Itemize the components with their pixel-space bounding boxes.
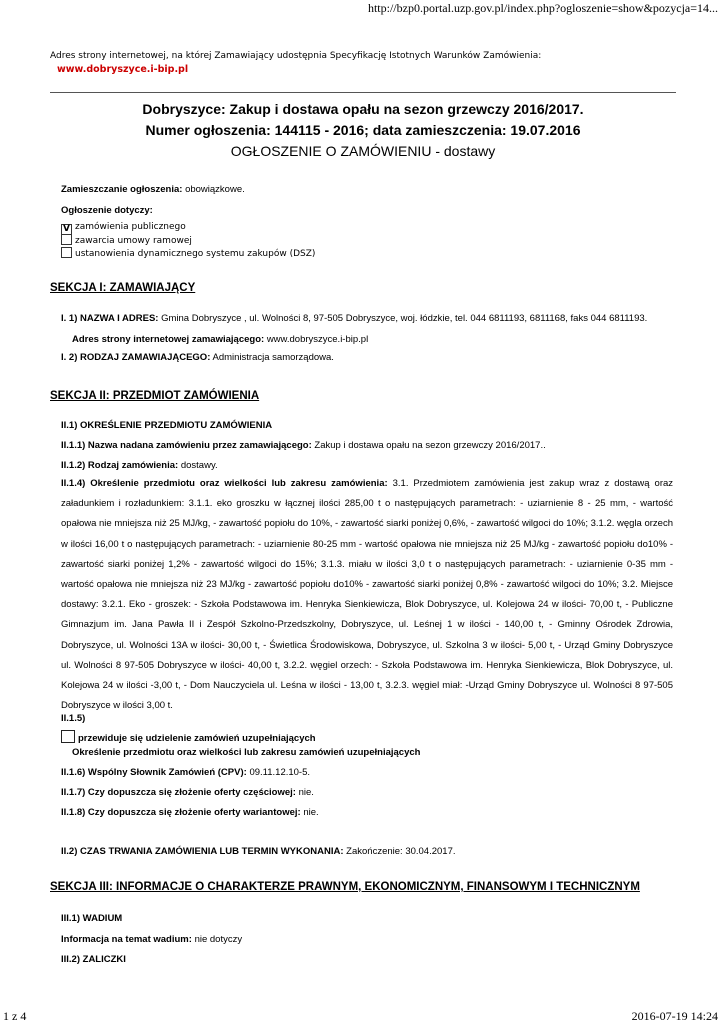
notice-number: Numer ogłoszenia: 144115 - 2016; data zamieszczenia: 19.07.2016 [145, 122, 581, 138]
section-1-name-row [61, 313, 647, 325]
ii17-row [61, 787, 314, 799]
concerns-label: Ogłoszenie dotyczy: [61, 205, 153, 216]
ii14-label: II.1.4) Określenie przedmiotu oraz wielkości lub zakresu zamówienia: [61, 478, 388, 489]
ii12-row [61, 460, 218, 472]
web-value: www.dobryszyce.i-bip.pl [266, 334, 369, 345]
checkbox [61, 247, 72, 258]
ii15-option [61, 730, 316, 745]
page-counter: 1 z 4 [3, 1009, 27, 1023]
siwz-address-label: Adres strony internetowej, na której Zamawiający udostępnia Specyfikację Istotnych Warunków Zamówienia: [50, 51, 542, 61]
ii15-option-label: przewiduje się udzielenie zamówień uzupełniających [78, 733, 316, 744]
option-dsz [61, 247, 315, 259]
wadium-value: nie dotyczy [194, 934, 243, 945]
ii16-label: II.1.6) Wspólny Słownik Zamówień (CPV): [61, 767, 247, 778]
ii17-value: nie. [298, 787, 314, 798]
iii1-heading: III.1) WADIUM [61, 913, 123, 924]
section-1-heading: SEKCJA I: ZAMAWIAJĄCY [50, 282, 196, 294]
checkbox [61, 234, 72, 245]
checkbox: V [61, 224, 72, 235]
ii18-row [61, 807, 319, 819]
checkbox [61, 730, 75, 743]
ii15-description: Określenie przedmiotu oraz wielkości lub zakresu zamówień uzupełniających [72, 747, 421, 758]
section-1-type-row [61, 352, 334, 364]
ii14-paragraph [61, 474, 673, 716]
siwz-address-link[interactable]: www.dobryszyce.i-bip.pl [57, 64, 189, 75]
print-timestamp: 2016-07-19 14:24 [631, 1009, 718, 1023]
option-label: zawarcia umowy ramowej [75, 236, 192, 246]
ii2-label: II.2) CZAS TRWANIA ZAMÓWIENIA LUB TERMIN WYKONANIA: [61, 846, 344, 857]
ii12-value: dostawy. [180, 460, 218, 471]
wadium-row [61, 934, 242, 946]
type-label: I. 2) RODZAJ ZAMAWIAJĄCEGO: [61, 352, 211, 363]
posting-row [61, 184, 245, 196]
section-2-heading: SEKCJA II: PRZEDMIOT ZAMÓWIENIA [50, 390, 260, 402]
option-label: zamówienia publicznego [75, 222, 186, 232]
web-label: Adres strony internetowej zamawiającego: [72, 334, 265, 345]
iii2-heading: III.2) ZALICZKI [61, 954, 126, 965]
ii16-row [61, 767, 310, 779]
name-label: I. 1) NAZWA I ADRES: [61, 313, 159, 324]
ii12-label: II.1.2) Rodzaj zamówienia: [61, 460, 179, 471]
ii11-label: II.1.1) Nazwa nadana zamówieniu przez zamawiającego: [61, 440, 312, 451]
section-3-heading: SEKCJA III: INFORMACJE O CHARAKTERZE PRAWNYM, EKONOMICZNYM, FINANSOWYM I TECHNICZNYM [50, 881, 640, 893]
ii16-value: 09.11.12.10-5. [249, 767, 311, 778]
notice-type: OGŁOSZENIE O ZAMÓWIENIU - dostawy [230, 143, 496, 159]
ii17-label: II.1.7) Czy dopuszcza się złożenie oferty częściowej: [61, 787, 296, 798]
page-url: http://bzp0.portal.uzp.gov.pl/index.php?ogloszenie=show&pozycja=14... [367, 1, 718, 15]
ii14-value: 3.1. Przedmiotem zamówienia jest zakup wraz z dostawą oraz załadunkiem i rozładunkiem: 3.1.1. eko groszku w łącznej ilości 285,00 t o następujących parametrach: - uziarnienie 8 - 25 mm, - wartość opałowa nie mniejsza niż 25 MJ/kg, - zawartość popiołu do 10%, - zawartość siarki poniżej 0,6%, - zawartość wilgoci do 10%; 3.1.2. węgla orzech w ilości 16,00 t o następujących parametrach: - uziarnienie 80-25 mm - wartość opałowa nie mniejsza niż 25 MJ/kg - zawartość popiołu do10% - zawartość siarki poniżej 1,2% - zawartość wilgoci do 15%; 3.1.3. miału w ilości 3,0 t o następujących parametrach: - uziarnienie 0-35 mm - wartość opałowa nie mniejsza niż 23 MJ/kg - zawartość popiołu do10% - zawartość siarki poniżej 0,8% - zawartość wilgoci do 10%; 3.2. Miejsce dostawy: 3.2.1. Eko - groszek: - Szkoła Podstawowa im. Henryka Sienkiewicza, Blok Dobryszyce, ul. Kolejowa 24 w ilości- 70,00 t, - Publiczne Gimnazjum im. Jana Pawła II i Zespół Szkolno-Przedszkolny, Dobryszyce, ul. Leśnej 1 w ilości - 140,00 t, - Gminny Ośrodek Zdrowia, Dobryszyce, ul. Wolności 13A w ilości- 30,00 t, - Świetlica Środowiskowa, Dobryszyce, ul. Szkolna 3 w ilości- 5,00 t, - Urząd Gminy Dobryszyce ul. Wolności 8 97-505 Dobryszyce w ilości- 40,00 t, 3.2.2. węgiel orzech: - Szkoła Podstawowa im. Henryka Sienkiewicza, Blok Dobryszyce, ul. Kolejowa 24 w ilości -3,00 t, - Dom Nauczyciela ul. Leśna w ilości - 13,00 t, 3.2.3. węgiel miał: -Urząd Gminy Dobryszyce ul. Wolności 8 97-505 Dobryszyce w ilości 3,00 t. [61, 478, 674, 712]
posting-value: obowiązkowe. [185, 184, 245, 195]
option-label: ustanowienia dynamicznego systemu zakupów (DSZ) [75, 249, 316, 259]
section-1-web-row [72, 334, 368, 346]
type-value: Administracja samorządowa. [212, 352, 334, 363]
ii18-value: nie. [303, 807, 319, 818]
option-framework-agreement [61, 234, 192, 246]
notice-title: Dobryszyce: Zakup i dostawa opału na sezon grzewczy 2016/2017. [142, 101, 584, 117]
ii11-value: Zakup i dostawa opału na sezon grzewczy 2016/2017.. [314, 440, 546, 451]
wadium-label: Informacja na temat wadium: [61, 934, 192, 945]
ii11-row [61, 440, 546, 452]
name-value: Gmina Dobryszyce , ul. Wolności 8, 97-505 Dobryszyce, woj. łódzkie, tel. 044 6811193, 6811168, faks 044 6811193. [161, 313, 648, 324]
ii2-value: Zakończenie: 30.04.2017. [346, 846, 456, 857]
ii2-row [61, 846, 456, 858]
ii18-label: II.1.8) Czy dopuszcza się złożenie oferty wariantowej: [61, 807, 301, 818]
header-divider [50, 92, 676, 93]
posting-label: Zamieszczanie ogłoszenia: [61, 184, 183, 195]
ii15-heading: II.1.5) [61, 713, 86, 724]
ii1-heading: II.1) OKREŚLENIE PRZEDMIOTU ZAMÓWIENIA [61, 420, 273, 431]
